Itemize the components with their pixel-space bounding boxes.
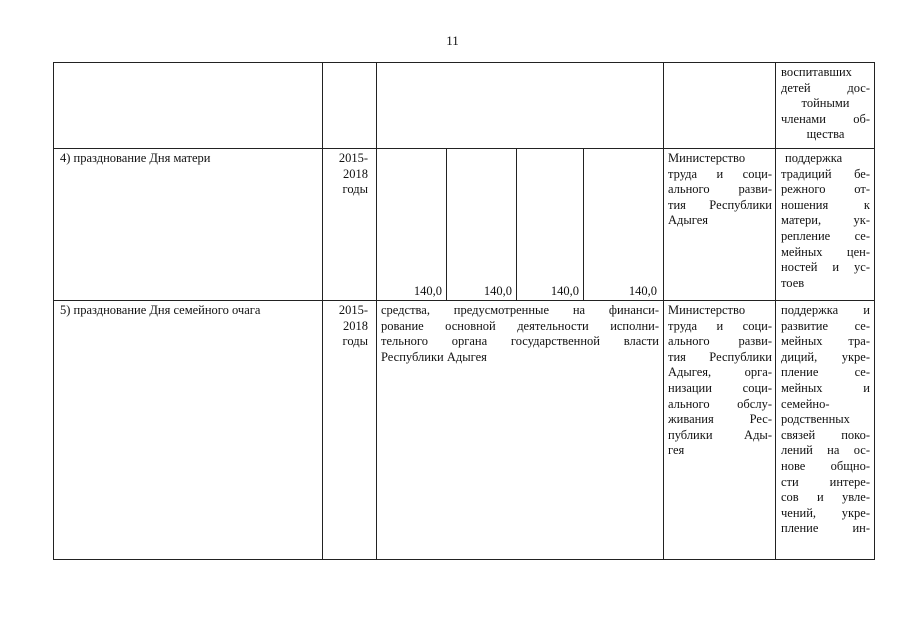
- goal-line: родственных: [781, 412, 850, 427]
- goal-line: матери, ук-: [781, 213, 870, 228]
- executor-line: труда и соци-: [668, 166, 772, 181]
- period-line: годы: [342, 334, 368, 349]
- row-5-goal: [781, 303, 870, 537]
- executor-line: гея: [668, 443, 685, 458]
- goal-line: диций, укре-: [781, 349, 870, 364]
- row-5-name: 5) празднование Дня семейного очага: [60, 303, 261, 317]
- goal-line: режного от-: [781, 182, 870, 197]
- row-4-amount-1: 140,0: [413, 284, 442, 298]
- goal-line: репление се-: [781, 228, 870, 243]
- period-line: 2018: [343, 318, 368, 333]
- row-top-goal: [781, 65, 870, 143]
- row-4-name: 4) празднование Дня матери: [60, 151, 211, 165]
- executor-line: Адыгея: [668, 213, 709, 228]
- goal-line: чений, укре-: [781, 505, 870, 520]
- table-border-bottom: [53, 559, 875, 560]
- goal-line: поддержка: [785, 151, 843, 165]
- goal-line: тойными: [801, 96, 850, 111]
- col-divider-goal: [775, 62, 776, 560]
- col-border-left: [53, 62, 54, 560]
- row-4-amount-4: 140,0: [628, 284, 657, 298]
- period-line: 2015-: [338, 303, 368, 317]
- row-4-executor: [668, 151, 772, 229]
- period-line: 2018: [343, 166, 368, 181]
- funding-line: рование основной деятельности исполни-: [381, 318, 659, 333]
- row-5-executor: [668, 303, 772, 459]
- goal-line: пление ин-: [781, 521, 870, 536]
- goal-line: сти интере-: [781, 474, 870, 489]
- period-line: 2015-: [338, 151, 368, 165]
- goal-line: сов и увле-: [781, 490, 870, 505]
- goal-line: ношения к: [781, 197, 870, 212]
- goal-line: мейных цен-: [781, 244, 870, 259]
- row-4-goal: [781, 151, 870, 291]
- row-divider-5: [53, 300, 875, 301]
- row-5-funding: [381, 303, 659, 365]
- goal-line: тоев: [781, 275, 805, 290]
- goal-line: щества: [806, 127, 845, 142]
- executor-line: Министерство: [668, 151, 746, 165]
- goal-line: мейных и: [781, 380, 870, 395]
- executor-line: труда и соци-: [668, 318, 772, 333]
- goal-line: мейных тра-: [781, 334, 870, 349]
- executor-line: ального обслу-: [668, 396, 772, 411]
- col-divider-funding: [376, 62, 377, 560]
- goal-line: развитие се-: [781, 318, 870, 333]
- goal-line: связей поко-: [781, 427, 870, 442]
- col-divider-amount-2: [446, 148, 447, 301]
- row-divider-4: [53, 148, 875, 149]
- col-border-right: [874, 62, 875, 560]
- executor-line: тия Республики: [668, 197, 772, 212]
- goal-line: детей дос-: [781, 80, 870, 95]
- page-number: 11: [446, 33, 459, 48]
- col-divider-amount-3: [516, 148, 517, 301]
- goal-line: поддержка и: [781, 303, 870, 317]
- executor-line: низации соци-: [668, 380, 772, 395]
- goal-line: воспитавших: [781, 65, 852, 79]
- row-4-amount-3: 140,0: [550, 284, 579, 298]
- col-divider-period: [322, 62, 323, 560]
- funding-line: тельного органа государственной власти: [381, 334, 659, 349]
- executor-line: публики Ады-: [668, 427, 772, 442]
- col-divider-amount-4: [583, 148, 584, 301]
- row-4-amount-2: 140,0: [483, 284, 512, 298]
- row-5-period: [326, 303, 368, 350]
- executor-line: ального разви-: [668, 334, 772, 349]
- goal-line: традиций бе-: [781, 166, 870, 181]
- goal-line: членами об-: [781, 111, 870, 126]
- funding-line: средства, предусмотренные на финанси-: [381, 303, 659, 317]
- row-4-period: [326, 151, 368, 198]
- period-line: годы: [342, 182, 368, 197]
- goal-line: лений на ос-: [781, 443, 870, 458]
- executor-line: живания Рес-: [668, 412, 772, 427]
- executor-line: Министерство: [668, 303, 746, 317]
- col-divider-executor: [663, 62, 664, 560]
- table-border-top: [53, 62, 875, 63]
- goal-line: пление се-: [781, 365, 870, 380]
- goal-line: нове общно-: [781, 458, 870, 473]
- goal-line: ностей и ус-: [781, 260, 870, 275]
- goal-line: семейно-: [781, 396, 830, 411]
- funding-line: Республики Адыгея: [381, 349, 487, 364]
- executor-line: тия Республики: [668, 349, 772, 364]
- executor-line: ального разви-: [668, 182, 772, 197]
- executor-line: Адыгея, орга-: [668, 365, 772, 380]
